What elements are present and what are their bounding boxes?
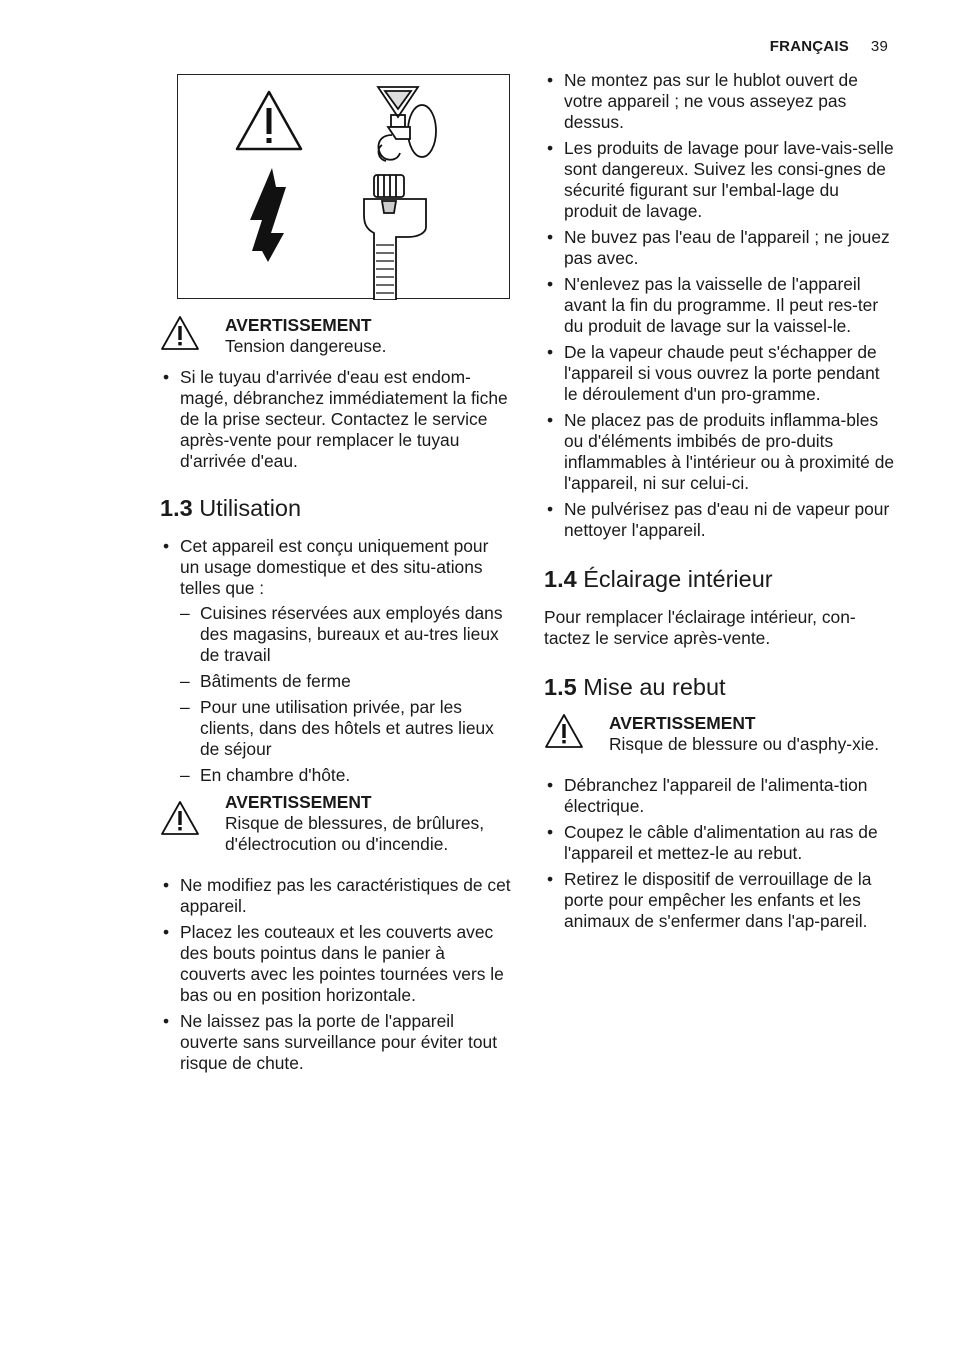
- sublist-item: – Bâtiments de ferme: [180, 671, 512, 692]
- section-heading-1-4: [544, 565, 896, 593]
- list-item: • Coupez le câble d'alimentation au ras de l'appareil et mettez-le au rebut.: [544, 822, 896, 864]
- warning-text: Tension dangereuse.: [225, 336, 387, 356]
- usage-sublist: [180, 603, 512, 786]
- water-tap-icon: [378, 87, 436, 161]
- section-title: Utilisation: [199, 495, 302, 521]
- warning-title: AVERTISSEMENT: [609, 713, 756, 733]
- list-item: • Ne montez pas sur le hublot ouvert de votre appareil ; ne vous asseyez pas dessus.: [544, 70, 896, 133]
- list-item: • N'enlevez pas la vaisselle de l'appareil avant la fin du programme. Il peut res-ter du produit de lavage sur la vaissel-le.: [544, 274, 896, 337]
- right-column: [544, 70, 896, 937]
- list-item: • Retirez le dispositif de verrouillage de la porte pour empêcher les enfants et les animaux de s'enfermer dans l'ap-pareil.: [544, 869, 896, 932]
- list-item: [160, 536, 512, 786]
- general-bullets: [160, 875, 512, 1074]
- warning-title: AVERTISSEMENT: [225, 315, 372, 335]
- hazard-illustration: [177, 74, 510, 299]
- section-number: 1.4: [544, 566, 577, 592]
- section-title: Mise au rebut: [583, 674, 726, 700]
- warning-icon: [160, 800, 200, 836]
- warning-icon: [544, 713, 584, 749]
- list-item: • De la vapeur chaude peut s'échapper de l'appareil si vous ouvrez la porte pendant le déroulement d'un pro-gramme.: [544, 342, 896, 405]
- list-item: • Ne laissez pas la porte de l'appareil ouverte sans surveillance pour éviter tout risque de chute.: [160, 1011, 512, 1074]
- lighting-paragraph: Pour remplacer l'éclairage intérieur, con-tactez le service après-vente.: [544, 607, 856, 648]
- list-item: • Ne buvez pas l'eau de l'appareil ; ne jouez pas avec.: [544, 227, 896, 269]
- section-heading-1-3: [160, 494, 512, 522]
- warning-injury: [160, 792, 512, 855]
- list-item: • Débranchez l'appareil de l'alimenta-tion électrique.: [544, 775, 896, 817]
- warning-asphyxia: [544, 713, 896, 755]
- header-language: FRANÇAIS: [769, 38, 849, 55]
- list-item: • Les produits de lavage pour lave-vais-selle sont dangereux. Suivez les consi-gnes de sécurité figurant sur l'embal-lage du produit de lavage.: [544, 138, 896, 222]
- lightning-bolt-icon: [250, 168, 286, 262]
- list-item-text: Cet appareil est conçu uniquement pour un usage domestique et des situ-ations telles que :: [180, 536, 489, 598]
- hose-connector-icon: [364, 175, 426, 300]
- page-number: 39: [870, 38, 888, 55]
- warning-triangle-icon: [237, 92, 301, 149]
- safety-bullets: [544, 70, 896, 541]
- section-heading-1-5: [544, 673, 896, 701]
- warning-title: AVERTISSEMENT: [225, 792, 372, 812]
- warning-voltage: [160, 315, 512, 357]
- warning-icon: [160, 315, 200, 351]
- section-number: 1.3: [160, 495, 193, 521]
- hose-bullets: [160, 367, 512, 472]
- disposal-bullets: [544, 775, 896, 932]
- warning-text: Risque de blessure ou d'asphy-xie.: [609, 734, 880, 754]
- list-item: • Ne pulvérisez pas d'eau ni de vapeur pour nettoyer l'appareil.: [544, 499, 896, 541]
- page-header: [770, 38, 888, 55]
- sublist-item: – En chambre d'hôte.: [180, 765, 512, 786]
- left-column: [160, 70, 512, 1079]
- list-item: • Si le tuyau d'arrivée d'eau est endom-magé, débranchez immédiatement la fiche de la prise secteur. Contactez le service après-vente pour remplacer le tuyau d'arrivée d'eau.: [160, 367, 512, 472]
- warning-text: Risque de blessures, de brûlures, d'électrocution ou d'incendie.: [225, 813, 485, 854]
- list-item: • Placez les couteaux et les couverts avec des bouts pointus dans le panier à couverts avec les pointes tournées vers le bas ou en position horizontale.: [160, 922, 512, 1006]
- list-item: • Ne placez pas de produits inflamma-bles ou d'éléments imbibés de pro-duits inflammables à l'intérieur ou à proximité de l'appareil, ni sur celui-ci.: [544, 410, 896, 494]
- sublist-item: – Cuisines réservées aux employés dans des magasins, bureaux et au-tres lieux de travail: [180, 603, 512, 666]
- section-number: 1.5: [544, 674, 577, 700]
- section-title: Éclairage intérieur: [583, 566, 773, 592]
- sublist-item: – Pour une utilisation privée, par les clients, dans des hôtels et autres lieux de séjour: [180, 697, 512, 760]
- list-item: • Ne modifiez pas les caractéristiques de cet appareil.: [160, 875, 512, 917]
- usage-bullets: [160, 536, 512, 786]
